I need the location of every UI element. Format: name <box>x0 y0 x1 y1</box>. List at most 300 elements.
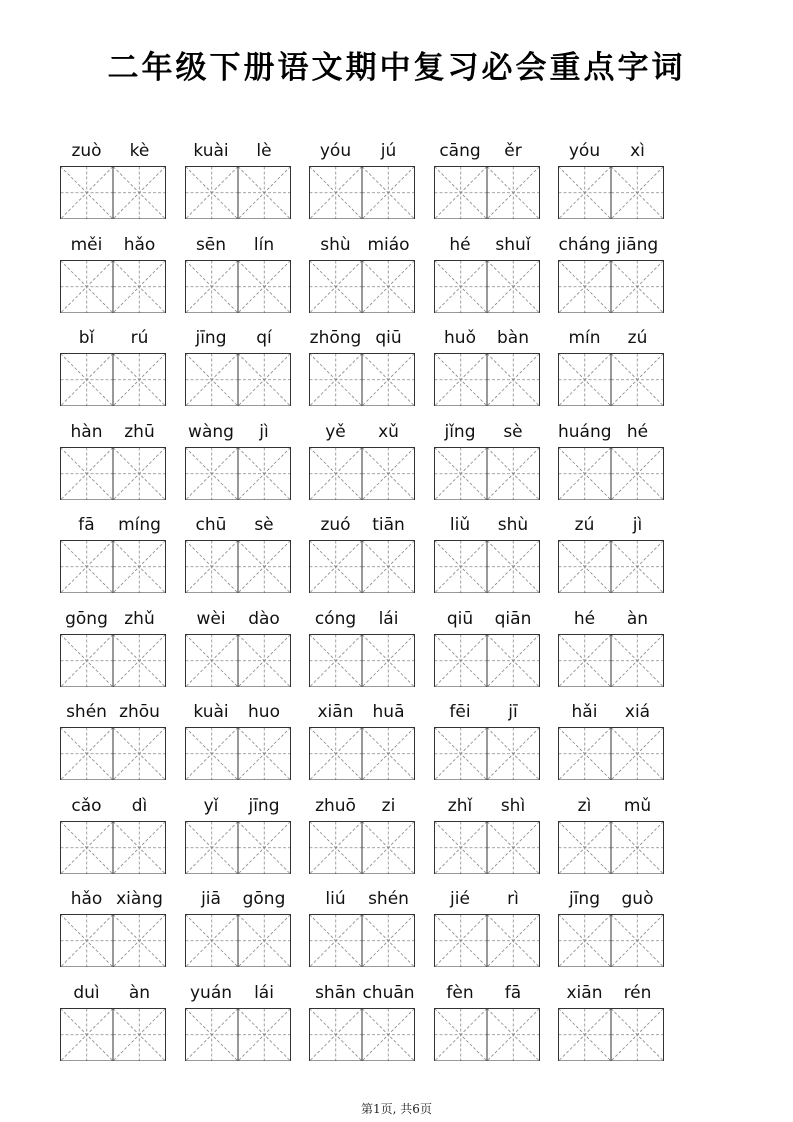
tianzige-cell[interactable] <box>434 1008 487 1061</box>
pinyin-row <box>185 234 291 258</box>
tianzige-cell[interactable] <box>559 915 612 968</box>
word-item <box>60 230 166 324</box>
word-item <box>60 884 166 978</box>
pinyin-syllable: míng <box>118 515 161 535</box>
pinyin-syllable: zhōng <box>309 328 362 348</box>
character-box-pair <box>185 821 291 874</box>
writing-boxes <box>434 1008 540 1061</box>
pinyin-syllable: shù <box>497 515 529 535</box>
tianzige-cell[interactable] <box>362 728 415 781</box>
tianzige-cell[interactable] <box>61 634 114 687</box>
pinyin-syllable: xì <box>630 141 645 161</box>
tianzige-cell[interactable] <box>559 541 612 594</box>
character-box-pair <box>434 166 540 219</box>
tianzige-cell[interactable] <box>238 167 291 220</box>
tianzige-cell[interactable] <box>185 447 238 500</box>
character-box-pair <box>558 353 664 406</box>
character-box-pair <box>434 447 540 500</box>
writing-boxes <box>60 821 166 874</box>
tianzige-cell[interactable] <box>238 915 291 968</box>
character-box-pair <box>558 727 664 780</box>
tianzige-cell[interactable] <box>434 354 487 407</box>
tianzige-cell[interactable] <box>611 634 664 687</box>
pinyin-syllable: bàn <box>497 328 529 348</box>
word-item <box>434 136 540 230</box>
pinyin-syllable: dào <box>248 608 280 629</box>
tianzige-cell[interactable] <box>611 447 664 500</box>
tianzige-cell[interactable] <box>611 728 664 781</box>
writing-boxes <box>558 353 664 406</box>
pinyin-syllable: zhǔ <box>124 608 155 629</box>
character-box-pair <box>558 914 664 967</box>
tianzige-cell[interactable] <box>185 1008 238 1061</box>
tianzige-cell[interactable] <box>113 634 166 687</box>
pinyin-syllable: sēn <box>195 234 227 255</box>
tianzige-cell[interactable] <box>113 354 166 407</box>
pinyin-syllable: lái <box>378 608 399 629</box>
character-box-pair <box>309 634 415 687</box>
pinyin-syllable: hǎi <box>571 702 598 722</box>
writing-boxes <box>309 353 415 406</box>
tianzige-cell[interactable] <box>61 728 114 781</box>
character-box-pair <box>60 540 166 593</box>
character-box-pair <box>558 166 664 219</box>
tianzige-cell[interactable] <box>113 1008 166 1061</box>
pinyin-row <box>558 421 664 445</box>
pinyin-syllable: zhū <box>124 421 155 442</box>
word-item <box>309 230 415 324</box>
character-box-pair <box>558 1008 664 1061</box>
pinyin-row <box>60 795 166 819</box>
character-box-pair <box>185 166 291 219</box>
tianzige-cell[interactable] <box>61 167 114 220</box>
word-item <box>60 604 166 698</box>
tianzige-cell[interactable] <box>487 167 540 220</box>
tianzige-cell[interactable] <box>559 260 612 313</box>
word-item <box>558 791 664 885</box>
tianzige-cell[interactable] <box>611 821 664 874</box>
pinyin-syllable: jì <box>632 515 643 535</box>
pinyin-syllable: jì <box>259 421 269 442</box>
tianzige-cell[interactable] <box>310 167 363 220</box>
tianzige-cell[interactable] <box>185 728 238 781</box>
word-item <box>434 417 540 511</box>
character-box-pair <box>60 821 166 874</box>
pinyin-syllable: jīng <box>248 795 280 816</box>
pinyin-syllable: zhǐ <box>447 795 473 816</box>
word-item <box>434 978 540 1072</box>
character-box-pair <box>558 260 664 313</box>
tianzige-cell[interactable] <box>310 915 363 968</box>
character-box-pair <box>60 353 166 406</box>
pinyin-syllable: lái <box>254 982 274 1003</box>
word-item <box>558 230 664 324</box>
character-box-pair <box>434 727 540 780</box>
pinyin-row <box>434 608 540 632</box>
character-box-pair <box>434 821 540 874</box>
tianzige-cell[interactable] <box>61 821 114 874</box>
tianzige-cell[interactable] <box>185 354 238 407</box>
pinyin-syllable: tiān <box>372 515 405 535</box>
pinyin-syllable: zhōu <box>119 702 160 722</box>
pinyin-row <box>558 514 664 538</box>
character-box-pair <box>185 447 291 500</box>
pinyin-syllable: gōng <box>65 608 108 629</box>
tianzige-cell[interactable] <box>611 541 664 594</box>
tianzige-cell[interactable] <box>611 1008 664 1061</box>
tianzige-cell[interactable] <box>559 821 612 874</box>
pinyin-syllable: rú <box>130 328 149 348</box>
tianzige-cell[interactable] <box>310 260 363 313</box>
pinyin-syllable: cóng <box>314 608 357 629</box>
pinyin-row <box>60 140 166 164</box>
word-item <box>185 417 291 511</box>
pinyin-row <box>309 795 415 819</box>
tianzige-cell[interactable] <box>185 634 238 687</box>
tianzige-cell[interactable] <box>362 634 415 687</box>
tianzige-cell[interactable] <box>362 915 415 968</box>
tianzige-cell[interactable] <box>434 447 487 500</box>
tianzige-cell[interactable] <box>362 354 415 407</box>
pinyin-syllable: hǎo <box>70 889 103 909</box>
tianzige-cell[interactable] <box>113 167 166 220</box>
tianzige-cell[interactable] <box>238 728 291 781</box>
tianzige-cell[interactable] <box>487 1008 540 1061</box>
pinyin-row <box>185 701 291 725</box>
writing-boxes <box>434 353 540 406</box>
tianzige-cell[interactable] <box>113 915 166 968</box>
tianzige-cell[interactable] <box>362 1008 415 1061</box>
pinyin-row <box>558 982 664 1006</box>
tianzige-cell[interactable] <box>487 915 540 968</box>
pinyin-row <box>60 421 166 445</box>
word-item <box>309 417 415 511</box>
character-box-pair <box>309 260 415 313</box>
word-item <box>185 604 291 698</box>
tianzige-cell[interactable] <box>487 541 540 594</box>
writing-boxes <box>558 540 664 593</box>
tianzige-cell[interactable] <box>185 260 238 313</box>
word-item <box>60 978 166 1072</box>
writing-boxes <box>434 447 540 500</box>
character-box-pair <box>434 540 540 593</box>
pinyin-syllable: wèi <box>196 608 226 629</box>
pinyin-syllable: ěr <box>504 141 522 161</box>
tianzige-cell[interactable] <box>611 354 664 407</box>
pinyin-syllable: zi <box>381 795 396 816</box>
tianzige-cell[interactable] <box>238 447 291 500</box>
pinyin-syllable: xiān <box>566 982 603 1003</box>
tianzige-cell[interactable] <box>238 541 291 594</box>
pinyin-row <box>185 327 291 351</box>
pinyin-syllable: bǐ <box>78 328 95 348</box>
tianzige-cell[interactable] <box>185 915 238 968</box>
writing-boxes <box>558 166 664 219</box>
word-item <box>60 697 166 791</box>
tianzige-cell[interactable] <box>310 541 363 594</box>
word-item <box>185 136 291 230</box>
writing-boxes <box>185 260 291 313</box>
pinyin-syllable: hé <box>449 234 471 255</box>
word-item <box>558 978 664 1072</box>
word-item <box>434 604 540 698</box>
word-item <box>60 417 166 511</box>
pinyin-syllable: jī <box>508 702 518 722</box>
writing-boxes <box>434 260 540 313</box>
writing-boxes <box>309 447 415 500</box>
pinyin-row <box>185 888 291 912</box>
tianzige-cell[interactable] <box>611 915 664 968</box>
pinyin-syllable: mǔ <box>623 795 652 816</box>
tianzige-cell[interactable] <box>362 260 415 313</box>
pinyin-syllable: xiān <box>317 702 354 722</box>
pinyin-syllable: sè <box>503 421 523 442</box>
writing-boxes <box>60 166 166 219</box>
tianzige-cell[interactable] <box>559 167 612 220</box>
word-item <box>309 604 415 698</box>
character-box-pair <box>185 353 291 406</box>
writing-boxes <box>434 821 540 874</box>
tianzige-cell[interactable] <box>185 167 238 220</box>
pinyin-row <box>434 888 540 912</box>
pinyin-syllable: jú <box>380 141 397 161</box>
pinyin-row <box>309 608 415 632</box>
writing-boxes <box>558 634 664 687</box>
word-item <box>185 791 291 885</box>
pinyin-row <box>60 327 166 351</box>
tianzige-cell[interactable] <box>362 541 415 594</box>
pinyin-syllable: zhuō <box>315 795 356 816</box>
character-box-pair <box>309 540 415 593</box>
pinyin-row <box>434 795 540 819</box>
word-item <box>60 510 166 604</box>
tianzige-cell[interactable] <box>611 167 664 220</box>
pinyin-row <box>309 701 415 725</box>
word-item <box>558 136 664 230</box>
pinyin-syllable: fā <box>504 982 522 1003</box>
writing-boxes <box>309 260 415 313</box>
pinyin-row <box>558 701 664 725</box>
tianzige-cell[interactable] <box>611 260 664 313</box>
pinyin-syllable: rì <box>507 889 519 909</box>
pinyin-syllable: yóu <box>319 141 352 161</box>
pinyin-syllable: huǒ <box>444 328 476 348</box>
tianzige-cell[interactable] <box>559 447 612 500</box>
tianzige-cell[interactable] <box>113 728 166 781</box>
pinyin-syllable: liú <box>325 889 346 909</box>
tianzige-cell[interactable] <box>238 821 291 874</box>
pinyin-syllable: huo <box>248 702 280 722</box>
tianzige-cell[interactable] <box>487 821 540 874</box>
tianzige-cell[interactable] <box>310 354 363 407</box>
word-item <box>434 510 540 604</box>
pinyin-row <box>558 888 664 912</box>
character-box-pair <box>60 166 166 219</box>
pinyin-syllable: hǎo <box>123 234 156 255</box>
pinyin-syllable: cāng <box>439 141 481 161</box>
writing-boxes <box>309 166 415 219</box>
tianzige-cell[interactable] <box>238 1008 291 1061</box>
pinyin-row <box>185 608 291 632</box>
pinyin-syllable: shù <box>320 234 351 255</box>
tianzige-cell[interactable] <box>61 260 114 313</box>
word-grid <box>60 136 670 1071</box>
character-box-pair <box>558 540 664 593</box>
writing-boxes <box>185 1008 291 1061</box>
tianzige-cell[interactable] <box>487 260 540 313</box>
pinyin-syllable: shuǐ <box>495 234 531 255</box>
tianzige-cell[interactable] <box>310 1008 363 1061</box>
pinyin-syllable: chū <box>195 515 227 535</box>
character-box-pair <box>434 1008 540 1061</box>
word-item <box>309 697 415 791</box>
tianzige-cell[interactable] <box>310 728 363 781</box>
tianzige-cell[interactable] <box>238 260 291 313</box>
character-box-pair <box>434 634 540 687</box>
pinyin-row <box>434 234 540 258</box>
tianzige-cell[interactable] <box>559 634 612 687</box>
pinyin-row <box>185 421 291 445</box>
pinyin-row <box>434 140 540 164</box>
pinyin-row <box>309 888 415 912</box>
character-box-pair <box>60 447 166 500</box>
pinyin-syllable: xiá <box>624 702 651 722</box>
tianzige-cell[interactable] <box>434 728 487 781</box>
tianzige-cell[interactable] <box>113 260 166 313</box>
tianzige-cell[interactable] <box>238 354 291 407</box>
writing-boxes <box>434 634 540 687</box>
pinyin-syllable: shān <box>315 982 356 1003</box>
writing-boxes <box>60 1008 166 1061</box>
word-item <box>434 323 540 417</box>
pinyin-row <box>309 234 415 258</box>
writing-boxes <box>558 914 664 967</box>
word-item <box>558 604 664 698</box>
character-box-pair <box>60 727 166 780</box>
pinyin-syllable: zuó <box>320 515 351 535</box>
pinyin-syllable: hàn <box>70 421 103 442</box>
writing-boxes <box>185 914 291 967</box>
pinyin-syllable: dì <box>131 795 148 816</box>
tianzige-cell[interactable] <box>487 728 540 781</box>
character-box-pair <box>309 166 415 219</box>
pinyin-syllable: gōng <box>242 889 286 909</box>
pinyin-syllable: hé <box>626 421 649 442</box>
writing-boxes <box>309 540 415 593</box>
tianzige-cell[interactable] <box>487 447 540 500</box>
character-box-pair <box>185 1008 291 1061</box>
writing-boxes <box>185 821 291 874</box>
tianzige-cell[interactable] <box>238 634 291 687</box>
pinyin-syllable: cǎo <box>71 795 102 816</box>
writing-boxes <box>185 353 291 406</box>
pinyin-row <box>60 608 166 632</box>
tianzige-cell[interactable] <box>487 634 540 687</box>
word-item <box>185 323 291 417</box>
pinyin-syllable: shén <box>368 889 409 909</box>
tianzige-cell[interactable] <box>113 541 166 594</box>
writing-boxes <box>185 447 291 500</box>
pinyin-syllable: mín <box>568 328 601 348</box>
pinyin-syllable: rén <box>623 982 652 1003</box>
pinyin-syllable: jié <box>450 889 470 909</box>
writing-boxes <box>185 166 291 219</box>
writing-boxes <box>185 727 291 780</box>
tianzige-cell[interactable] <box>362 447 415 500</box>
tianzige-cell[interactable] <box>559 1008 612 1061</box>
tianzige-cell[interactable] <box>434 541 487 594</box>
tianzige-cell[interactable] <box>310 634 363 687</box>
pinyin-row <box>60 982 166 1006</box>
writing-boxes <box>60 540 166 593</box>
pinyin-syllable: hé <box>573 608 596 629</box>
character-box-pair <box>60 1008 166 1061</box>
pinyin-row <box>185 982 291 1006</box>
tianzige-cell[interactable] <box>434 821 487 874</box>
tianzige-cell[interactable] <box>434 260 487 313</box>
tianzige-cell[interactable] <box>362 821 415 874</box>
character-box-pair <box>434 260 540 313</box>
tianzige-cell[interactable] <box>310 447 363 500</box>
pinyin-row <box>558 327 664 351</box>
tianzige-cell[interactable] <box>559 728 612 781</box>
tianzige-cell[interactable] <box>113 447 166 500</box>
character-box-pair <box>558 821 664 874</box>
pinyin-row <box>309 982 415 1006</box>
word-item <box>558 697 664 791</box>
tianzige-cell[interactable] <box>61 915 114 968</box>
tianzige-cell[interactable] <box>113 821 166 874</box>
word-item <box>309 136 415 230</box>
character-box-pair <box>185 634 291 687</box>
writing-boxes <box>558 727 664 780</box>
tianzige-cell[interactable] <box>61 1008 114 1061</box>
writing-boxes <box>60 447 166 500</box>
tianzige-cell[interactable] <box>61 447 114 500</box>
pinyin-row <box>309 327 415 351</box>
writing-boxes <box>309 821 415 874</box>
word-item <box>309 884 415 978</box>
pinyin-syllable: zuò <box>71 141 102 161</box>
pinyin-syllable: àn <box>626 608 649 629</box>
pinyin-row <box>558 795 664 819</box>
tianzige-cell[interactable] <box>61 541 114 594</box>
writing-boxes <box>558 260 664 313</box>
tianzige-cell[interactable] <box>559 354 612 407</box>
word-item <box>434 884 540 978</box>
tianzige-cell[interactable] <box>310 821 363 874</box>
character-box-pair <box>185 260 291 313</box>
tianzige-cell[interactable] <box>487 354 540 407</box>
pinyin-syllable: wàng <box>188 421 234 442</box>
tianzige-cell[interactable] <box>362 167 415 220</box>
tianzige-cell[interactable] <box>185 821 238 874</box>
pinyin-syllable: fèn <box>446 982 474 1003</box>
tianzige-cell[interactable] <box>434 167 487 220</box>
tianzige-cell[interactable] <box>61 354 114 407</box>
pinyin-syllable: cháng <box>558 234 611 255</box>
tianzige-cell[interactable] <box>434 915 487 968</box>
tianzige-cell[interactable] <box>434 634 487 687</box>
pinyin-syllable: lín <box>253 234 275 255</box>
pinyin-row <box>434 701 540 725</box>
pinyin-row <box>185 140 291 164</box>
tianzige-cell[interactable] <box>185 541 238 594</box>
pinyin-syllable: qí <box>256 328 272 348</box>
writing-boxes <box>309 727 415 780</box>
pinyin-syllable: jiā <box>201 889 221 909</box>
writing-boxes <box>558 447 664 500</box>
